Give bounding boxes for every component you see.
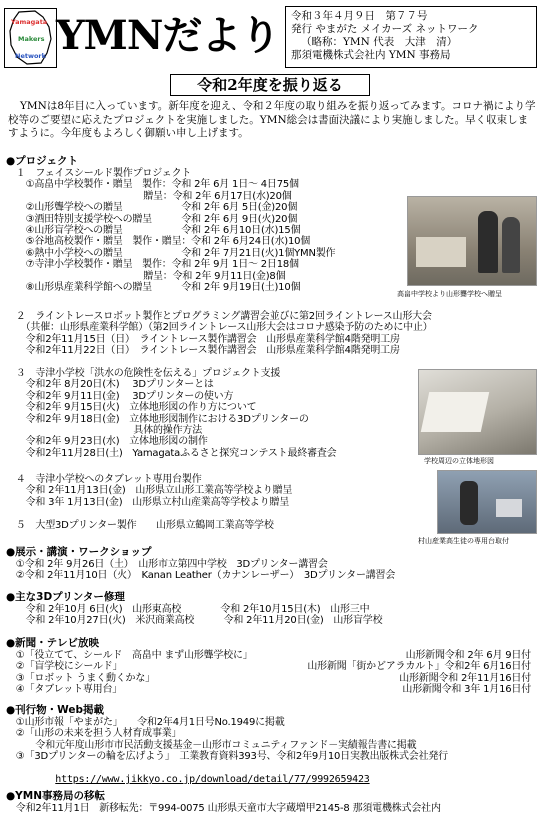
pubs-heading: ●刊行物・Web掲載 bbox=[6, 704, 105, 716]
repair-line: 令和 2年10月 6日(火) 山形東高校 令和 2年10月15日(木) 山形三中 bbox=[6, 604, 370, 615]
project-line: ４ 寺津小学校へのタブレット専用台製作 bbox=[6, 474, 202, 485]
headline: 令和2年度を振り返る bbox=[170, 74, 370, 96]
project-line: ④山形盲学校への贈呈 令和 2年 6月10日(水)15個 bbox=[6, 225, 301, 237]
pubs-list bbox=[6, 717, 448, 797]
media-list bbox=[6, 650, 531, 696]
intro-paragraph: YMNは8年目に入っています。新年度を迎え、令和２年度の取り組みを振り返ってみます。コロナ禍により学校等のご要望に応えたプロジェクトを実施しました。YMN総会は書面決議により実施しました。早く収束しますように。今年度もよろしく御願い申し上げます。 bbox=[8, 100, 536, 139]
media-source: 山形新聞令和 2年 6月 9日付 bbox=[405, 650, 531, 661]
logo-text-1: Yamagata bbox=[11, 18, 48, 26]
media-heading: ●新聞・テレビ放映 bbox=[6, 637, 99, 649]
info-line: 発行 やまがた メイカーズ ネットワーク bbox=[291, 23, 479, 35]
media-item bbox=[6, 673, 531, 684]
jikkyo-url[interactable]: https://www.jikkyo.co.jp/download/detail/77/9992659423 bbox=[55, 774, 370, 786]
project-line: 令和 2年11月13日(金) 山形県立山形工業高等学校より贈呈 bbox=[6, 485, 293, 497]
project-line: ３ 寺津小学校「洪水の危険性を伝える」プロジェクト支援 bbox=[6, 368, 281, 379]
repair-heading: ●主な3Dプリンター修理 bbox=[6, 591, 125, 603]
project-line: 贈呈：令和 2年 9月11日(金)8個 bbox=[6, 270, 286, 282]
project-2-list bbox=[6, 311, 433, 357]
workshop-list bbox=[6, 559, 395, 582]
repair-line: 令和 2年10月27日(火) 米沢商業高校 令和 2年11月20日(金) 山形盲学校 bbox=[6, 615, 383, 627]
project-line: ①高畠中学校製作・贈呈 製作：令和 2年 6月 1日～ 4日75個 bbox=[6, 179, 299, 191]
project-line: 具体的操作方法 bbox=[6, 425, 202, 437]
project-1-list bbox=[6, 168, 335, 293]
workshop-line: ②令和 2年11月10日（火） Kanan Leather（カナンレーザー） 3Dプリンター講習会 bbox=[6, 570, 396, 582]
media-title: ②「盲学校にシールド」 bbox=[6, 661, 123, 673]
media-source: 山形新聞令和 2年11月16日付 bbox=[399, 672, 531, 684]
photo-tablet-stand bbox=[437, 470, 537, 534]
project-line: 令和2年11月28日(土) Yamagataふるさと探究コンテスト最終審査会 bbox=[6, 447, 337, 459]
media-source: 山形新聞「街かどアラカルト」令和2年 6月16日付 bbox=[307, 661, 531, 673]
photo-caption: 学校周辺の立体地形図 bbox=[424, 457, 494, 465]
media-title: ①「役立てて、シールド 高畠中 まず山形聾学校に」 bbox=[6, 650, 253, 661]
office-heading: ●YMN事務局の移転 bbox=[6, 790, 106, 802]
logo-text-3: Network bbox=[15, 52, 46, 60]
project-3-list bbox=[6, 368, 336, 459]
media-item bbox=[6, 684, 531, 695]
project-line: １ フェイスシールド製作プロジェクト bbox=[6, 168, 192, 179]
project-line: 令和2年 9月23日(水) 立体地形図の制作 bbox=[6, 436, 208, 448]
project-line: 令和2年 9月11日(金) 3Dプリンターの使い方 bbox=[6, 390, 234, 402]
media-title: ③「ロボット うまく動くかな」 bbox=[6, 672, 155, 684]
project-line: ２ ライントレースロボット製作とプログラミング講習会並びに第2回ライントレース山形大会 bbox=[6, 311, 432, 322]
pubs-line: ②「山形の未来を担う人材育成事業」 bbox=[6, 728, 182, 740]
media-source: 山形新聞令和 3年 1月16日付 bbox=[402, 684, 531, 696]
info-line: 令和３年４月９日 第７７号 bbox=[291, 10, 428, 22]
project-line: 贈呈：令和 2年 6月17日(水)20個 bbox=[6, 190, 292, 202]
project-line: ⑤谷地高校製作・贈呈 製作・贈呈：令和 2年 6月24日(水)10個 bbox=[6, 236, 311, 248]
media-item bbox=[6, 650, 531, 661]
publication-info bbox=[285, 6, 537, 68]
project-line: 令和2年 8月20日(木) 3Dプリンターとは bbox=[6, 379, 214, 391]
project-line: ⑥熱中小学校への贈呈 令和 2年 7月21日(火)1個YMN製作 bbox=[6, 247, 336, 259]
info-line: 那須電機株式会社内 YMN 事務局 bbox=[291, 49, 451, 61]
project-line: ⑧山形県産業科学館への贈呈 令和 2年 9月19日(土)10個 bbox=[6, 282, 301, 294]
logo-text-2: Makers bbox=[18, 35, 45, 43]
pubs-line: ①山形市報「やまがた」 令和2年4月1日号No.1949に掲載 bbox=[6, 717, 285, 728]
photo-face-shield bbox=[407, 196, 537, 286]
project-line: ②山形聾学校への贈呈 令和 2年 6月 5日(金)20個 bbox=[6, 202, 298, 214]
project-4-list bbox=[6, 474, 292, 508]
media-item bbox=[6, 661, 531, 672]
project-line: ⑦寺津小学校製作・贈呈 製作：令和 2年 9月 1日～ 2日18個 bbox=[6, 259, 299, 271]
project-line: ③酒田特別支援学校への贈呈 令和 2年 6月 9日(火)20個 bbox=[6, 213, 298, 225]
project-line: 令和2年 9月18日(金) 立体地形図制作における3Dプリンターの bbox=[6, 413, 309, 425]
info-line: （略称：YMN 代表 大津 清） bbox=[301, 36, 458, 48]
project-heading: ●プロジェクト bbox=[6, 155, 78, 167]
project-5-line: ５ 大型3Dプリンター製作 山形県立鶴岡工業高等学校 bbox=[6, 520, 274, 531]
photo-caption: 村山産業高生徒の専用台取付 bbox=[418, 537, 509, 545]
ymn-logo bbox=[4, 8, 57, 68]
photo-terrain-model bbox=[418, 369, 537, 455]
pubs-line: ③「3Dプリンターの輪を広げよう」 工業教育資料393号、令和2年9月10日実教出版株式会社発行 bbox=[6, 751, 448, 763]
repair-list bbox=[6, 604, 382, 627]
project-line: 令和2年11月15日（日） ライントレース製作講習会 山形県産業科学館4階発明工房 bbox=[6, 333, 400, 345]
newsletter-title: YMNだより bbox=[56, 12, 280, 59]
media-title: ④「タブレット専用台」 bbox=[6, 684, 123, 696]
workshop-line: ①令和 2年 9月26日（土） 山形市立第四中学校 3Dプリンター講習会 bbox=[6, 559, 328, 570]
project-line: 令和 3年 1月13日(金) 山形県立村山産業高等学校より贈呈 bbox=[6, 496, 290, 508]
photo-caption: 高畠中学校より山形聾学校へ贈呈 bbox=[397, 290, 502, 298]
project-line: 令和2年 9月15日(火) 立体地形図の作り方について bbox=[6, 402, 257, 414]
project-line: 令和2年11月22日（日） ライントレース製作講習会 山形県産業科学館4階発明工房 bbox=[6, 345, 400, 357]
pubs-line: 令和元年度山形市市民活動支援基金－山形市コミュニティファンド－実績報告書に掲載 bbox=[6, 739, 417, 751]
office-address: 令和2年11月1日 新移転先：〒994-0075 山形県天童市大字蔵増甲2145-8 那須電機株式会社内 bbox=[6, 803, 441, 814]
workshop-heading: ●展示・講演・ワークショップ bbox=[6, 546, 152, 558]
project-line: （共催：山形県産業科学館）（第2回ライントレース山形大会はコロナ感染予防のために中止） bbox=[6, 322, 433, 334]
